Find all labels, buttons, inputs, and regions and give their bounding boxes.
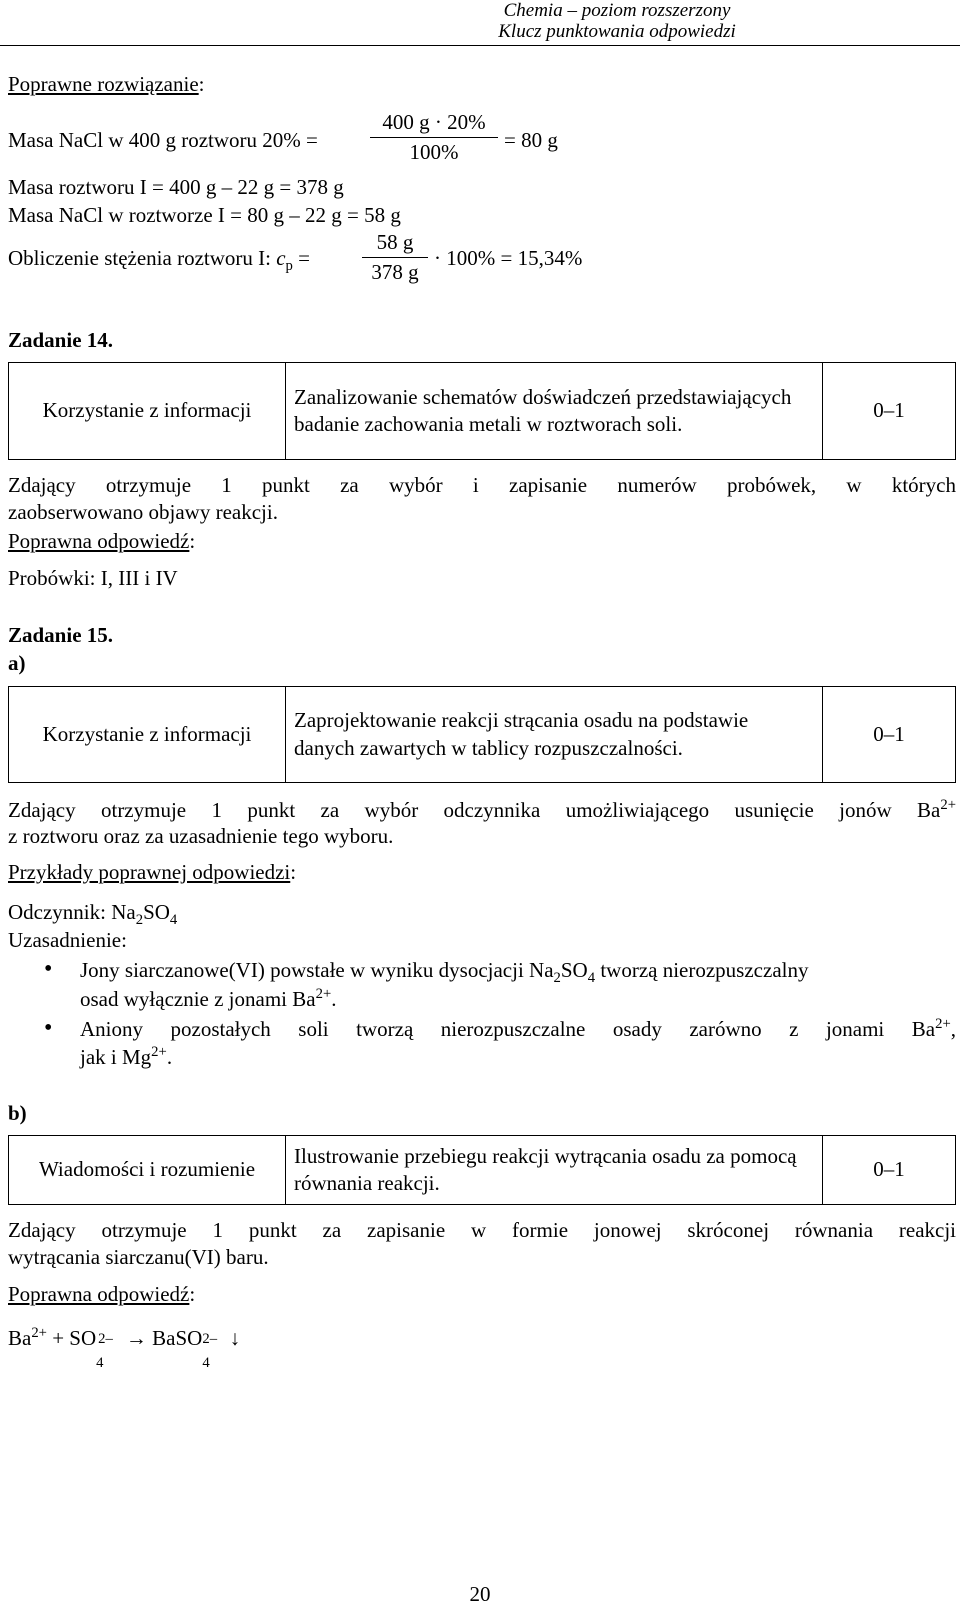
bullet-2-line1: Aniony pozostałych soli tworzą nierozpuszczalne osady zarówno z jonami $Ba^{2+}$, — [80, 1016, 956, 1041]
concentration-result: · 100% = 15,34% — [434, 246, 583, 270]
justification-label: Uzasadnienie: — [8, 928, 127, 952]
part-a-label: a) — [8, 651, 26, 675]
part-b-label: b) — [8, 1101, 27, 1125]
fraction-concentration: $\frac{58 g}{378 g}$ — [362, 230, 428, 285]
bullet-icon: • — [44, 956, 53, 982]
bullet-1-line2: osad wyłącznie z jonami $Ba^{2+}$. — [80, 986, 337, 1011]
ionic-equation: $Ba^{2+}$ + SO 4 2– → BaSO 4 2– ↓ — [8, 1325, 241, 1371]
criteria-table-15b — [8, 1135, 956, 1205]
concentration-line: Obliczenie stężenia roztworu I: $c_p$ = — [8, 246, 310, 275]
task-15-title: Zadanie 15. — [8, 623, 114, 647]
criteria-area: Korzystanie z informacji — [9, 687, 286, 783]
criteria-points: 0–1 — [823, 363, 956, 460]
equation-result-80g: = 80 g — [504, 128, 558, 152]
header-subject: Chemia – poziom rozszerzony — [503, 0, 731, 21]
criteria-points: 0–1 — [823, 1136, 956, 1205]
bullet-1-line1: Jony siarczanowe(VI) powstałe w wyniku dysocjacji $Na_2SO_4$ tworzą nierozpuszczalny — [80, 958, 809, 987]
task-15a-rule-line2: z roztworu oraz za uzasadnienie tego wyboru. — [8, 824, 394, 848]
mass-solution-line: Masa roztworu I = 400 g – 22 g = 378 g — [8, 175, 344, 199]
solution-heading: Poprawne rozwiązanie: — [8, 72, 205, 96]
criteria-description: Zaprojektowanie reakcji strącania osadu na podstawie danych zawartych w tablicy rozpuszczalności. — [286, 687, 823, 783]
task-14-title: Zadanie 14. — [8, 328, 114, 352]
criteria-table-14 — [8, 362, 956, 460]
criteria-description: Ilustrowanie przebiegu reakcji wytrącania osadu za pomocą równania reakcji. — [286, 1136, 823, 1205]
equation-mass-nacl: Masa NaCl w 400 g roztworu 20% = — [8, 128, 318, 152]
examples-heading: Przykłady poprawnej odpowiedzi: — [8, 860, 297, 884]
task-14-answer: Probówki: I, III i IV — [8, 566, 178, 590]
fraction-mass-nacl: $\frac{400 g \cdot 20\%}{100\%}$ — [370, 110, 498, 165]
page-header — [0, 0, 960, 46]
criteria-points: 0–1 — [823, 687, 956, 783]
criteria-area: Wiadomości i rozumienie — [9, 1136, 286, 1205]
precipitate-down-arrow-icon: ↓ — [229, 1326, 241, 1350]
task-14-rule-line2: zaobserwowano objawy reakcji. — [8, 500, 278, 524]
criteria-area: Korzystanie z informacji — [9, 363, 286, 460]
task-15a-rule-line1: Zdający otrzymuje 1 punkt za wybór odczynnika umożliwiającego usunięcie jonów $Ba^{2+}$ — [8, 797, 956, 822]
page-number: 20 — [469, 1582, 491, 1606]
criteria-table-15a — [8, 686, 956, 783]
arrow-icon: → — [125, 1326, 147, 1350]
task-14-rule-line1: Zdający otrzymuje 1 punkt za wybór i zapisanie numerów probówek, w których — [8, 473, 956, 497]
header-subtitle: Klucz punktowania odpowiedzi — [498, 21, 736, 42]
task-15b-rule-line1: Zdający otrzymuje 1 punkt za zapisanie w formie jonowej skróconej równania reakcji — [8, 1218, 956, 1242]
answer-heading: Poprawna odpowiedź: — [8, 1282, 196, 1306]
task-15b-rule-line2: wytrącania siarczanu(VI) baru. — [8, 1245, 269, 1269]
answer-heading: Poprawna odpowiedź: — [8, 529, 196, 553]
mass-nacl-line: Masa NaCl w roztworze I = 80 g – 22 g = 58 g — [8, 203, 401, 227]
reagent-line: Odczynnik: $Na_2SO_4$ — [8, 900, 178, 929]
bullet-icon: • — [44, 1015, 53, 1041]
criteria-description: Zanalizowanie schematów doświadczeń przedstawiających badanie zachowania metali w roztworach soli. — [286, 363, 823, 460]
bullet-2-line2: jak i $Mg^{2+}$. — [80, 1044, 173, 1069]
